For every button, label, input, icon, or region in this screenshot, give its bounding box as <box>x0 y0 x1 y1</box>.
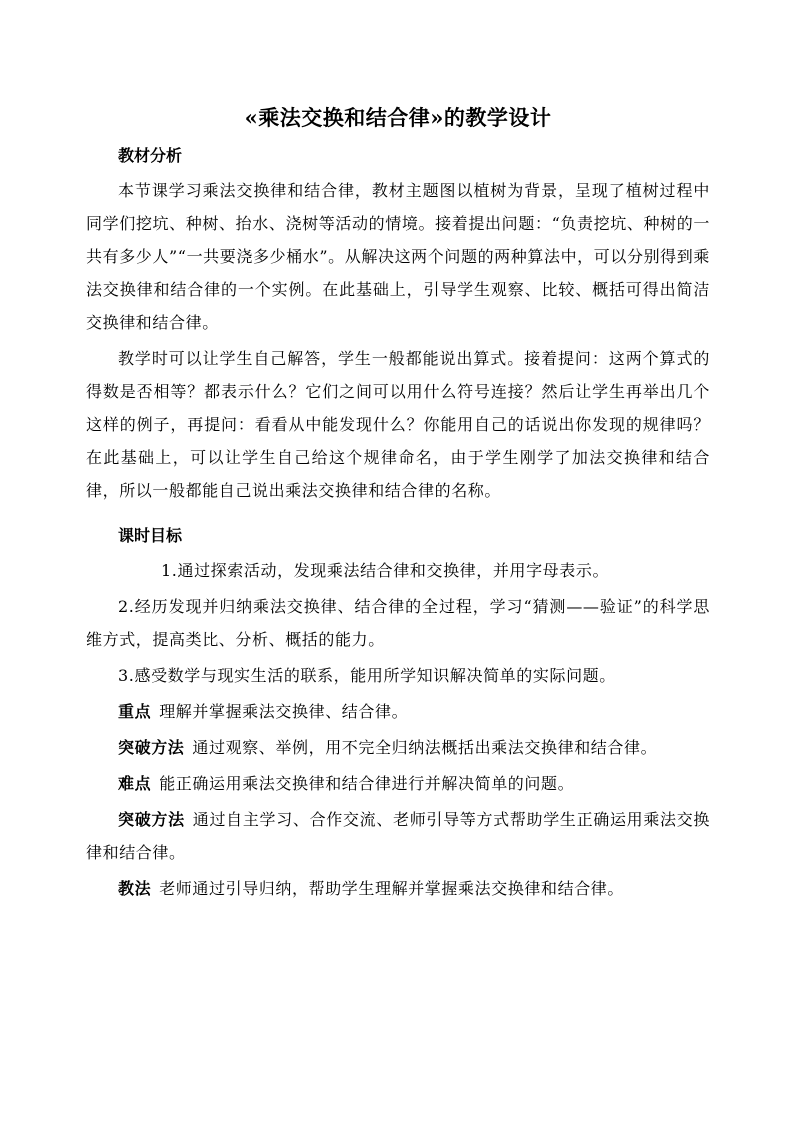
key-point <box>86 695 710 728</box>
key-point-text: 理解并掌握乘法交换律、结合律。 <box>159 702 409 721</box>
objective-item-3: 3.感受数学与现实生活的联系，能用所学知识解决简单的实际问题。 <box>118 666 616 685</box>
objective-item-2: 2.经历发现并归纳乘法交换律、结合律的全过程，学习“猜测——验证”的科学思维方式，提高类比、分析、概括的能力。 <box>86 597 710 649</box>
objective-item-1: 1.通过探索活动，发现乘法结合律和交换律，并用字母表示。 <box>161 561 610 580</box>
difficulty-method <box>86 803 710 869</box>
material-analysis-paragraph-2: 教学时可以让学生自己解答，学生一般都能说出算式。接着提问：这两个算式的得数是否相等？都表示什么？它们之间可以用什么符号连接？然后让学生再举出几个这样的例子，再提问：看看从中能发现什么？你能用自己的话说出你发现的规律吗？在此基础上，可以让学生自己给这个规律命名，由于学生刚学了加法交换律和结合律，所以一般都能自己说出乘法交换律和结合律的名称。 <box>86 349 710 500</box>
difficulty-method-text: 通过自主学习、合作交流、老师引导等方式帮助学生正确运用乘法交换律和结合律。 <box>86 810 710 862</box>
section-spacer <box>86 510 710 518</box>
document-title: «乘法交换和结合律»的教学设计 <box>244 105 552 130</box>
section-heading-material-analysis: 教材分析 <box>118 146 183 165</box>
key-method <box>86 731 710 764</box>
difficulty-label: 难点 <box>118 774 152 793</box>
key-method-label: 突破方法 <box>118 738 185 757</box>
key-method-text: 通过观察、举例，用不完全归纳法概括出乘法交换律和结合律。 <box>192 738 658 757</box>
document-body <box>86 100 710 908</box>
section-heading-objectives: 课时目标 <box>118 526 183 545</box>
teaching-method <box>86 872 710 905</box>
teaching-method-text: 老师通过引导归纳，帮助学生理解并掌握乘法交换律和结合律。 <box>159 879 625 898</box>
difficulty-method-label: 突破方法 <box>118 810 185 829</box>
key-point-label: 重点 <box>118 702 152 721</box>
teaching-method-label: 教法 <box>118 879 152 898</box>
difficulty <box>86 767 710 800</box>
difficulty-text: 能正确运用乘法交换律和结合律进行并解决简单的问题。 <box>159 774 575 793</box>
material-analysis-paragraph-1: 本节课学习乘法交换律和结合律，教材主题图以植树为背景，呈现了植树过程中同学们挖坑、种树、抬水、浇树等活动的情境。接着提出问题：“负责挖坑、种树的一共有多少人”“一共要浇多少桶水”。从解决这两个问题的两种算法中，可以分别得到乘法交换律和结合律的一个实例。在此基础上，引导学生观察、比较、概括可得出简洁交换律和结合律。 <box>86 181 710 332</box>
